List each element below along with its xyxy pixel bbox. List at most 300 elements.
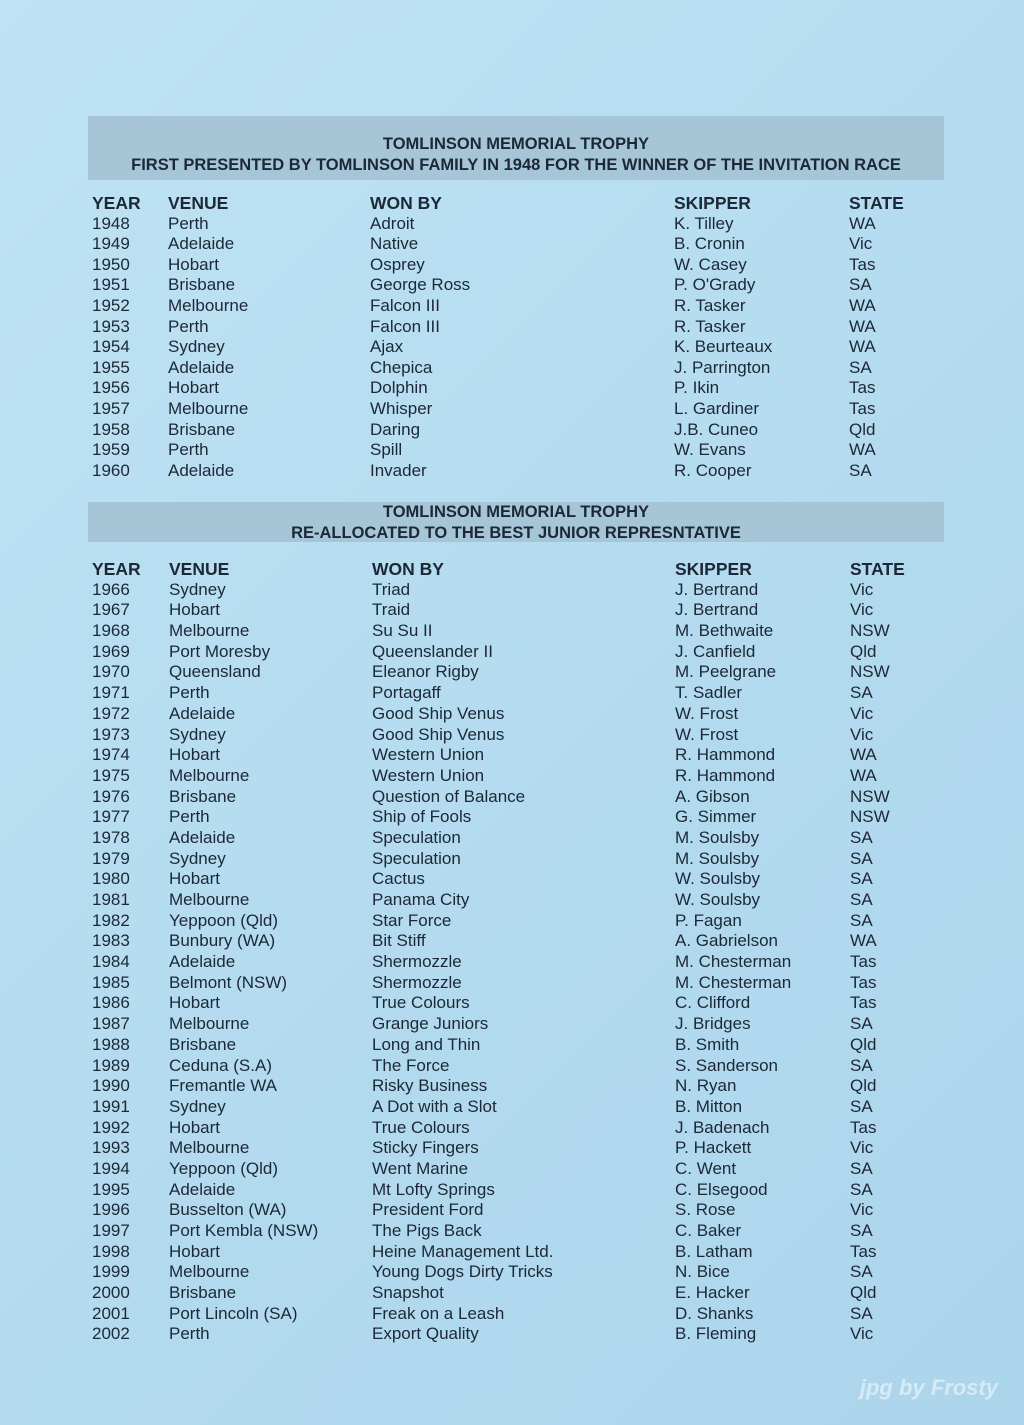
table-row bbox=[0, 1118, 1024, 1139]
cell-skipper: P. Ikin bbox=[674, 378, 720, 398]
cell-won-by: Export Quality bbox=[372, 1324, 479, 1344]
column-header-venue: VENUE bbox=[168, 193, 229, 213]
cell-won-by: Invader bbox=[370, 460, 427, 480]
cell-year: 1987 bbox=[92, 1014, 130, 1034]
cell-won-by: Native bbox=[370, 234, 419, 254]
cell-state: Vic bbox=[850, 1138, 874, 1158]
column-header-state: STATE bbox=[849, 193, 904, 213]
cell-year: 1960 bbox=[92, 460, 130, 480]
cell-year: 1995 bbox=[92, 1179, 130, 1199]
cell-state: WA bbox=[850, 931, 877, 951]
cell-won-by: Chepica bbox=[370, 357, 433, 377]
cell-skipper: E. Hacker bbox=[675, 1283, 750, 1303]
cell-venue: Queensland bbox=[169, 662, 261, 682]
cell-state: SA bbox=[850, 1179, 873, 1199]
cell-skipper: M. Soulsby bbox=[675, 848, 760, 868]
cell-venue: Adelaide bbox=[169, 703, 236, 723]
cell-year: 1991 bbox=[92, 1096, 130, 1116]
cell-state: SA bbox=[850, 1096, 873, 1116]
cell-state: Tas bbox=[849, 398, 876, 418]
cell-state: Tas bbox=[849, 254, 876, 274]
cell-year: 1973 bbox=[92, 724, 130, 744]
table-row bbox=[0, 461, 1024, 482]
cell-year: 1984 bbox=[92, 952, 130, 972]
cell-year: 1970 bbox=[92, 662, 130, 682]
cell-venue: Adelaide bbox=[169, 952, 236, 972]
table-row bbox=[0, 214, 1024, 235]
table-header-row bbox=[0, 193, 1024, 214]
cell-skipper: J. Bridges bbox=[675, 1014, 751, 1034]
cell-state: Tas bbox=[850, 972, 877, 992]
table-row bbox=[0, 255, 1024, 276]
cell-venue: Port Kembla (NSW) bbox=[169, 1221, 319, 1240]
cell-won-by: Falcon III bbox=[370, 295, 440, 315]
cell-skipper: M. Peelgrane bbox=[675, 662, 777, 682]
cell-state: Vic bbox=[849, 234, 873, 254]
cell-won-by: Question of Balance bbox=[372, 786, 526, 806]
cell-year: 1968 bbox=[92, 621, 130, 641]
column-header-year: YEAR bbox=[92, 193, 141, 213]
cell-state: SA bbox=[850, 869, 873, 889]
cell-state: NSW bbox=[850, 807, 890, 827]
cell-venue: Melbourne bbox=[169, 765, 250, 785]
cell-won-by: The Force bbox=[372, 1055, 450, 1075]
cell-won-by: Speculation bbox=[372, 827, 461, 847]
cell-state: WA bbox=[849, 295, 876, 315]
cell-skipper: W. Frost bbox=[675, 703, 739, 723]
table-row bbox=[0, 1200, 1024, 1221]
cell-skipper: C. Baker bbox=[675, 1221, 742, 1240]
cell-state: SA bbox=[850, 848, 873, 868]
cell-won-by: Sticky Fingers bbox=[372, 1138, 479, 1158]
cell-won-by: Portagaff bbox=[372, 683, 441, 703]
cell-skipper: B. Fleming bbox=[675, 1324, 757, 1344]
column-header-venue: VENUE bbox=[169, 559, 230, 579]
cell-venue: Belmont (NSW) bbox=[169, 972, 288, 992]
column-header-skipper: SKIPPER bbox=[675, 559, 752, 579]
table-row bbox=[0, 642, 1024, 663]
table-row bbox=[0, 993, 1024, 1014]
cell-year: 1948 bbox=[92, 213, 130, 233]
cell-won-by: The Pigs Back bbox=[372, 1221, 482, 1240]
table-row bbox=[0, 828, 1024, 849]
cell-venue: Brisbane bbox=[168, 419, 236, 439]
cell-venue: Brisbane bbox=[169, 786, 237, 806]
cell-venue: Adelaide bbox=[169, 1179, 236, 1199]
cell-venue: Perth bbox=[168, 440, 209, 460]
cell-state: NSW bbox=[850, 786, 890, 806]
table-row bbox=[0, 1242, 1024, 1263]
cell-year: 1975 bbox=[92, 765, 130, 785]
cell-venue: Perth bbox=[169, 807, 210, 827]
cell-year: 2001 bbox=[92, 1303, 130, 1323]
cell-won-by: Falcon III bbox=[370, 316, 440, 336]
cell-year: 1955 bbox=[92, 357, 130, 377]
table-row bbox=[0, 296, 1024, 317]
cell-won-by: Went Marine bbox=[372, 1158, 469, 1178]
cell-skipper: J. Parrington bbox=[674, 357, 771, 377]
table-row bbox=[0, 1304, 1024, 1325]
table-row bbox=[0, 787, 1024, 808]
cell-skipper: R. Hammond bbox=[675, 745, 776, 765]
cell-won-by: Risky Business bbox=[372, 1076, 488, 1096]
cell-year: 1992 bbox=[92, 1117, 130, 1137]
cell-venue: Hobart bbox=[169, 1241, 221, 1261]
table-row bbox=[0, 869, 1024, 890]
cell-year: 1952 bbox=[92, 295, 130, 315]
cell-won-by: Cactus bbox=[372, 869, 425, 889]
table-row bbox=[0, 378, 1024, 399]
cell-year: 1966 bbox=[92, 579, 130, 599]
cell-state: WA bbox=[849, 337, 876, 357]
cell-skipper: G. Simmer bbox=[675, 807, 757, 827]
cell-venue: Melbourne bbox=[169, 1262, 250, 1282]
table-row bbox=[0, 317, 1024, 338]
cell-venue: Brisbane bbox=[168, 275, 236, 295]
cell-state: NSW bbox=[850, 621, 890, 641]
cell-venue: Adelaide bbox=[169, 827, 236, 847]
cell-venue: Busselton (WA) bbox=[169, 1200, 287, 1220]
cell-venue: Sydney bbox=[169, 1096, 226, 1116]
cell-won-by: Snapshot bbox=[372, 1283, 444, 1303]
cell-won-by: Shermozzle bbox=[372, 972, 462, 992]
cell-skipper: P. Fagan bbox=[675, 910, 742, 930]
cell-year: 1974 bbox=[92, 745, 130, 765]
cell-venue: Fremantle WA bbox=[169, 1076, 278, 1096]
cell-skipper: J.B. Cuneo bbox=[674, 419, 759, 439]
cell-year: 1981 bbox=[92, 890, 130, 909]
table-row bbox=[0, 766, 1024, 787]
cell-venue: Adelaide bbox=[168, 460, 235, 480]
cell-venue: Hobart bbox=[169, 1117, 221, 1137]
cell-year: 1957 bbox=[92, 398, 130, 418]
cell-venue: Port Lincoln (SA) bbox=[169, 1303, 298, 1323]
cell-won-by: Eleanor Rigby bbox=[372, 662, 479, 682]
table-row bbox=[0, 358, 1024, 379]
cell-won-by: Ajax bbox=[370, 337, 404, 357]
cell-won-by: Su Su II bbox=[372, 621, 433, 641]
table-row bbox=[0, 1283, 1024, 1304]
cell-venue: Hobart bbox=[168, 378, 220, 398]
cell-year: 1982 bbox=[92, 910, 130, 930]
cell-year: 1969 bbox=[92, 641, 130, 661]
table-row bbox=[0, 973, 1024, 994]
table-row bbox=[0, 234, 1024, 255]
cell-won-by: Adroit bbox=[370, 213, 415, 233]
cell-year: 1978 bbox=[92, 827, 130, 847]
cell-won-by: Spill bbox=[370, 440, 403, 460]
cell-venue: Perth bbox=[169, 1324, 210, 1344]
cell-state: Tas bbox=[849, 378, 876, 398]
table-row bbox=[0, 704, 1024, 725]
cell-state: SA bbox=[850, 890, 873, 909]
cell-skipper: S. Rose bbox=[675, 1200, 736, 1220]
cell-venue: Sydney bbox=[169, 724, 226, 744]
cell-year: 1953 bbox=[92, 316, 130, 336]
cell-venue: Hobart bbox=[169, 993, 221, 1013]
cell-won-by: Bit Stiff bbox=[372, 931, 426, 951]
cell-skipper: W. Soulsby bbox=[675, 890, 761, 909]
table-row bbox=[0, 662, 1024, 683]
cell-year: 1980 bbox=[92, 869, 130, 889]
table-row bbox=[0, 1056, 1024, 1077]
cell-venue: Ceduna (S.A) bbox=[169, 1055, 272, 1075]
table-row bbox=[0, 621, 1024, 642]
table-row bbox=[0, 1324, 1024, 1345]
cell-year: 1990 bbox=[92, 1076, 130, 1096]
cell-skipper: J. Canfield bbox=[675, 641, 756, 661]
cell-state: Tas bbox=[850, 952, 877, 972]
cell-state: WA bbox=[849, 316, 876, 336]
cell-state: SA bbox=[850, 827, 873, 847]
section1-table bbox=[0, 193, 1024, 481]
cell-year: 1994 bbox=[92, 1158, 130, 1178]
table-row bbox=[0, 931, 1024, 952]
cell-year: 1967 bbox=[92, 600, 130, 620]
cell-year: 1971 bbox=[92, 683, 130, 703]
cell-venue: Melbourne bbox=[169, 1138, 250, 1158]
section2-title: TOMLINSON MEMORIAL TROPHY bbox=[382, 503, 650, 521]
cell-venue: Sydney bbox=[169, 579, 226, 599]
cell-year: 1985 bbox=[92, 972, 130, 992]
column-header-state: STATE bbox=[850, 559, 905, 579]
cell-skipper: B. Mitton bbox=[675, 1096, 743, 1116]
table-row bbox=[0, 1014, 1024, 1035]
cell-state: WA bbox=[850, 765, 877, 785]
cell-state: SA bbox=[849, 460, 872, 480]
cell-state: Vic bbox=[850, 1200, 874, 1220]
cell-venue: Brisbane bbox=[169, 1034, 237, 1054]
table-row bbox=[0, 1138, 1024, 1159]
section2-subtitle: RE-ALLOCATED TO THE BEST JUNIOR REPRESNTATIVE bbox=[291, 524, 741, 542]
cell-state: SA bbox=[850, 1303, 873, 1323]
table-row bbox=[0, 1035, 1024, 1056]
table-row bbox=[0, 580, 1024, 601]
cell-skipper: W. Casey bbox=[674, 254, 747, 274]
cell-skipper: W. Evans bbox=[674, 440, 746, 460]
cell-state: SA bbox=[850, 910, 873, 930]
table-row bbox=[0, 849, 1024, 870]
cell-skipper: K. Beurteaux bbox=[674, 337, 773, 357]
cell-venue: Hobart bbox=[169, 745, 221, 765]
cell-year: 2002 bbox=[92, 1324, 130, 1344]
cell-won-by: Good Ship Venus bbox=[372, 724, 505, 744]
cell-venue: Melbourne bbox=[168, 398, 249, 418]
cell-skipper: L. Gardiner bbox=[674, 398, 760, 418]
cell-venue: Hobart bbox=[169, 869, 221, 889]
cell-state: Qld bbox=[850, 1283, 877, 1303]
cell-venue: Adelaide bbox=[168, 357, 235, 377]
table-row bbox=[0, 911, 1024, 932]
cell-skipper: B. Cronin bbox=[674, 234, 745, 254]
column-header-skipper: SKIPPER bbox=[674, 193, 751, 213]
cell-venue: Perth bbox=[168, 213, 209, 233]
column-header-won-by: WON BY bbox=[372, 559, 444, 579]
cell-state: Vic bbox=[850, 1324, 874, 1344]
cell-year: 1958 bbox=[92, 419, 130, 439]
cell-skipper: R. Cooper bbox=[674, 460, 752, 480]
cell-won-by: Long and Thin bbox=[372, 1034, 481, 1054]
cell-won-by: Good Ship Venus bbox=[372, 703, 505, 723]
cell-venue: Hobart bbox=[169, 600, 221, 620]
cell-won-by: George Ross bbox=[370, 275, 471, 295]
cell-venue: Brisbane bbox=[169, 1283, 237, 1303]
cell-won-by: Mt Lofty Springs bbox=[372, 1179, 495, 1199]
cell-skipper: T. Sadler bbox=[675, 683, 743, 703]
cell-state: Vic bbox=[850, 724, 874, 744]
cell-won-by: Young Dogs Dirty Tricks bbox=[372, 1262, 553, 1282]
cell-skipper: M. Soulsby bbox=[675, 827, 760, 847]
table-row bbox=[0, 337, 1024, 358]
column-header-won-by: WON BY bbox=[370, 193, 442, 213]
cell-state: SA bbox=[849, 275, 872, 295]
cell-won-by: Daring bbox=[370, 419, 421, 439]
cell-venue: Perth bbox=[169, 683, 210, 703]
cell-state: Vic bbox=[850, 579, 874, 599]
table-row bbox=[0, 1097, 1024, 1118]
table-row bbox=[0, 1221, 1024, 1242]
cell-skipper: M. Chesterman bbox=[675, 952, 792, 972]
cell-state: WA bbox=[849, 213, 876, 233]
cell-state: Qld bbox=[850, 1034, 877, 1054]
cell-skipper: A. Gibson bbox=[675, 786, 750, 806]
cell-state: SA bbox=[850, 1221, 873, 1240]
cell-state: Vic bbox=[850, 600, 874, 620]
cell-year: 1989 bbox=[92, 1055, 130, 1075]
cell-state: Qld bbox=[850, 1076, 877, 1096]
watermark: jpg by Frosty bbox=[859, 1375, 998, 1400]
cell-year: 1959 bbox=[92, 440, 130, 460]
cell-skipper: P. O'Grady bbox=[674, 275, 756, 295]
cell-won-by: Freak on a Leash bbox=[372, 1303, 505, 1323]
cell-state: SA bbox=[850, 1014, 873, 1034]
table-row bbox=[0, 1159, 1024, 1180]
cell-won-by: True Colours bbox=[372, 1117, 470, 1137]
cell-won-by: Panama City bbox=[372, 890, 470, 909]
table-row bbox=[0, 1076, 1024, 1097]
cell-year: 1976 bbox=[92, 786, 130, 806]
cell-year: 1998 bbox=[92, 1241, 130, 1261]
table-row bbox=[0, 1262, 1024, 1283]
cell-skipper: J. Bertrand bbox=[675, 600, 759, 620]
cell-skipper: D. Shanks bbox=[675, 1303, 754, 1323]
cell-year: 1997 bbox=[92, 1221, 130, 1240]
cell-state: Qld bbox=[849, 419, 876, 439]
cell-year: 2000 bbox=[92, 1283, 130, 1303]
cell-venue: Sydney bbox=[169, 848, 226, 868]
cell-won-by: Western Union bbox=[372, 745, 485, 765]
cell-skipper: N. Bice bbox=[675, 1262, 730, 1282]
cell-skipper: R. Hammond bbox=[675, 765, 776, 785]
cell-year: 1956 bbox=[92, 378, 130, 398]
cell-venue: Melbourne bbox=[169, 1014, 250, 1034]
cell-won-by: Dolphin bbox=[370, 378, 428, 398]
cell-year: 1972 bbox=[92, 703, 130, 723]
cell-venue: Melbourne bbox=[168, 295, 249, 315]
cell-skipper: A. Gabrielson bbox=[675, 931, 778, 951]
cell-year: 1977 bbox=[92, 807, 130, 827]
cell-venue: Melbourne bbox=[169, 621, 250, 641]
section1-title: TOMLINSON MEMORIAL TROPHY bbox=[382, 135, 650, 153]
table-header-row bbox=[0, 559, 1024, 580]
cell-skipper: P. Hackett bbox=[675, 1138, 752, 1158]
cell-state: Qld bbox=[850, 641, 877, 661]
cell-state: Vic bbox=[850, 703, 874, 723]
cell-won-by: Speculation bbox=[372, 848, 461, 868]
cell-state: SA bbox=[849, 357, 872, 377]
cell-won-by: Queenslander II bbox=[372, 641, 493, 661]
cell-state: Tas bbox=[850, 1241, 877, 1261]
cell-won-by: Triad bbox=[372, 579, 411, 599]
cell-skipper: C. Clifford bbox=[675, 993, 751, 1013]
section2-header-band bbox=[88, 502, 944, 542]
table-row bbox=[0, 399, 1024, 420]
cell-venue: Port Moresby bbox=[169, 641, 271, 661]
cell-year: 1999 bbox=[92, 1262, 130, 1282]
cell-won-by: Star Force bbox=[372, 910, 452, 930]
cell-venue: Hobart bbox=[168, 254, 220, 274]
cell-year: 1993 bbox=[92, 1138, 130, 1158]
cell-won-by: Grange Juniors bbox=[372, 1014, 489, 1034]
cell-state: WA bbox=[850, 745, 877, 765]
cell-won-by: Western Union bbox=[372, 765, 485, 785]
cell-skipper: B. Smith bbox=[675, 1034, 740, 1054]
cell-state: NSW bbox=[850, 662, 890, 682]
cell-year: 1949 bbox=[92, 234, 130, 254]
cell-venue: Bunbury (WA) bbox=[169, 931, 276, 951]
cell-year: 1950 bbox=[92, 254, 130, 274]
cell-state: SA bbox=[850, 1262, 873, 1282]
cell-won-by: A Dot with a Slot bbox=[372, 1096, 497, 1116]
cell-won-by: President Ford bbox=[372, 1200, 484, 1220]
cell-skipper: C. Went bbox=[675, 1158, 737, 1178]
cell-venue: Yeppoon (Qld) bbox=[169, 910, 279, 930]
cell-venue: Adelaide bbox=[168, 234, 235, 254]
cell-skipper: S. Sanderson bbox=[675, 1055, 779, 1075]
cell-year: 1996 bbox=[92, 1200, 130, 1220]
cell-skipper: B. Latham bbox=[675, 1241, 753, 1261]
table-row bbox=[0, 440, 1024, 461]
cell-won-by: Heine Management Ltd. bbox=[372, 1241, 554, 1261]
cell-skipper: K. Tilley bbox=[674, 213, 734, 233]
table-row bbox=[0, 1180, 1024, 1201]
cell-year: 1988 bbox=[92, 1034, 130, 1054]
cell-state: WA bbox=[849, 440, 876, 460]
section2-table bbox=[0, 559, 1024, 1345]
cell-year: 1951 bbox=[92, 275, 130, 295]
cell-year: 1986 bbox=[92, 993, 130, 1013]
cell-skipper: M. Chesterman bbox=[675, 972, 792, 992]
table-row bbox=[0, 725, 1024, 746]
table-row bbox=[0, 890, 1024, 911]
cell-venue: Yeppoon (Qld) bbox=[169, 1158, 279, 1178]
cell-skipper: J. Badenach bbox=[675, 1117, 770, 1137]
table-row bbox=[0, 600, 1024, 621]
cell-venue: Sydney bbox=[168, 337, 225, 357]
cell-won-by: Ship of Fools bbox=[372, 807, 472, 827]
cell-skipper: W. Frost bbox=[675, 724, 739, 744]
cell-won-by: Shermozzle bbox=[372, 952, 462, 972]
cell-skipper: W. Soulsby bbox=[675, 869, 761, 889]
cell-year: 1954 bbox=[92, 337, 130, 357]
cell-year: 1983 bbox=[92, 931, 130, 951]
table-row bbox=[0, 683, 1024, 704]
cell-state: Tas bbox=[850, 993, 877, 1013]
cell-skipper: N. Ryan bbox=[675, 1076, 737, 1096]
cell-skipper: J. Bertrand bbox=[675, 579, 759, 599]
table-row bbox=[0, 745, 1024, 766]
cell-won-by: Whisper bbox=[370, 398, 433, 418]
